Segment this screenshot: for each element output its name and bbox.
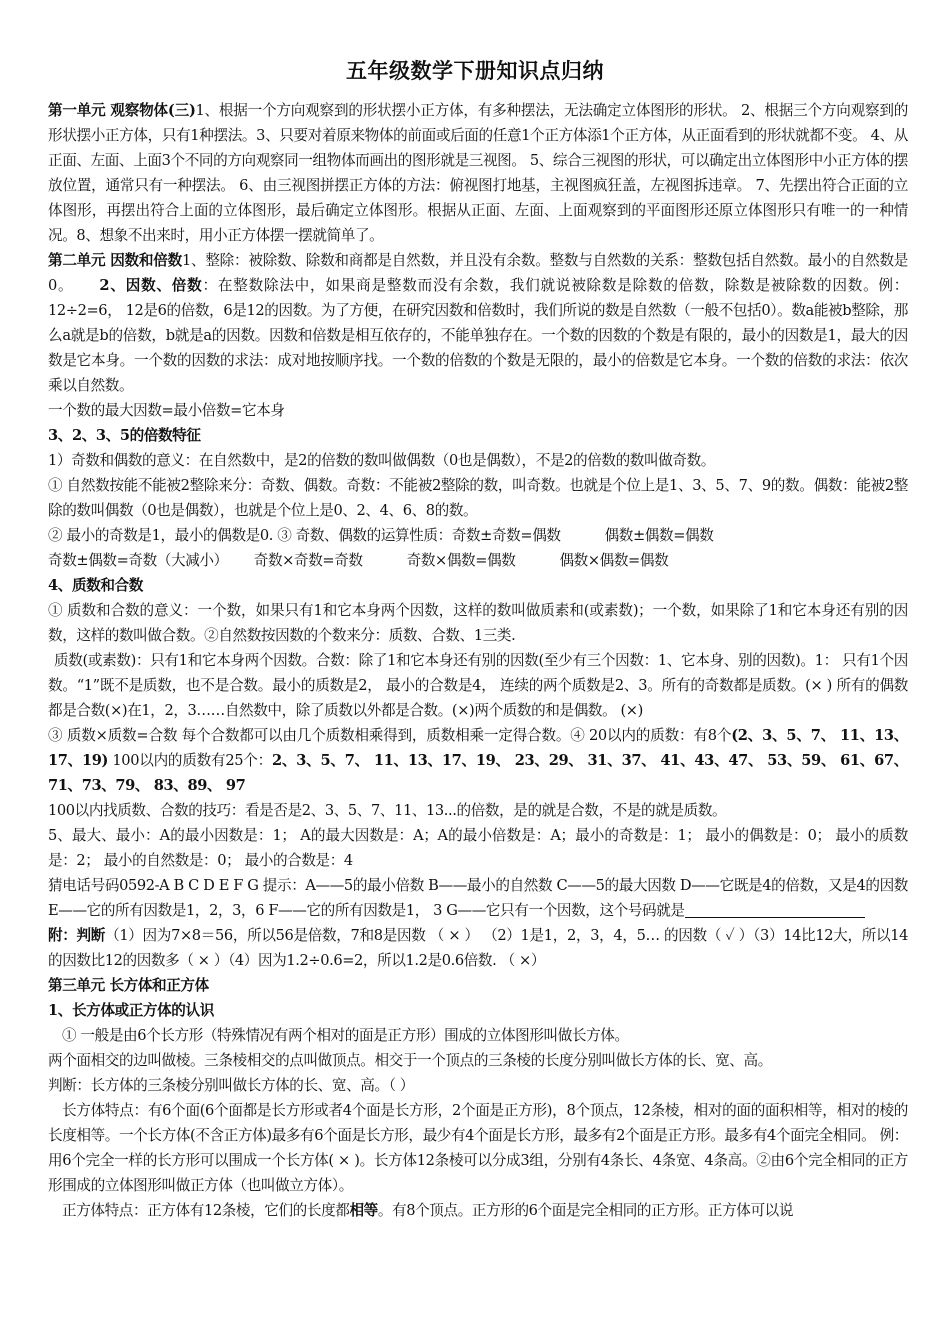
unit3-heading: 第三单元 长方体和正方体 [48, 977, 209, 994]
unit3-para-1: ① 一般是由6个长方形（特殊情况有两个相对的面是正方形）围成的立体图形叫做长方体。 [62, 1027, 629, 1044]
unit1-heading: 第一单元 观察物体(三) [48, 102, 196, 119]
section4-para-2: 质数(或素数)：只有1和它本身两个因数。合数：除了1和它本身还有别的因数(至少有三个因数：1、它本身、别的因数)。1： 只有1个因数。“1”既不是质数，也不是合数。最小的质数是2， 最小的合数是4， 连续的两个质数是2、3。所有的奇数都是质数。(× ) 所有的偶数都是合数(×)在1，2，3……自然数中，除了质数以外都是合数。(×)两个质数的和是偶数。 (×) [48, 652, 908, 719]
unit2-heading: 第二单元 因数和倍数 [48, 252, 182, 269]
phone-puzzle-text: 猜电话号码0592-A B C D E F G 提示：A——5的最小倍数 B——最小的自然数 C——5的最大因数 D——它既是4的倍数，又是4的因数 E——它的所有因数是1，2，3，6 F——它的所有因数是1， 3 G——它只有一个因数，这个号码就是 [48, 877, 908, 919]
unit3-para-5 [48, 1198, 908, 1223]
odd-even-rule-f: 偶数×偶数=偶数 [559, 552, 669, 569]
unit1-paragraph [48, 98, 908, 248]
section3-para-4 [48, 548, 908, 573]
judgement-paragraph [48, 923, 908, 973]
odd-even-rule-e: 奇数×偶数=偶数 [406, 552, 516, 569]
section4-heading: 4、质数和合数 [48, 577, 143, 594]
judgement-text: （1）因为7×8＝56，所以56是倍数，7和8是因数 （ × ） （2）1是1，2，3，4，5… 的因数（ ✓ ）（3）14比12大，所以14的因数比12的因数多（ × ）（4）因为1.2÷0.6=2，所以1.2是0.6倍数. （ ×） [48, 927, 909, 969]
unit2-summary-line: 一个数的最大因数=最小倍数=它本身 [48, 402, 285, 419]
odd-even-rule-d: 奇数×奇数=奇数 [253, 552, 363, 569]
unit3-subheading: 1、长方体或正方体的认识 [48, 1002, 214, 1019]
cube-text-a: 正方体特点：正方体有12条棱，它们的长度都 [62, 1202, 350, 1219]
document-body [48, 98, 908, 1223]
cube-text-bold: 相等 [349, 1202, 378, 1219]
section5-para-2 [48, 873, 908, 923]
section3-heading: 3、2、3、5的倍数特征 [48, 427, 201, 444]
section5-para-1: 5、最大、最小：A的最小因数是：1； A的最大因数是：A；A的最小倍数是：A；最小的奇数是：1； 最小的偶数是：0； 最小的质数是：2； 最小的自然数是：0； 最小的合数是：4 [48, 827, 908, 869]
cube-text-b: 。有8个顶点。正方形的6个面是完全相同的正方形。正方体可以说 [377, 1202, 794, 1219]
unit3-para-4: 长方体特点：有6个面(6个面都是长方形或者4个面是长方形，2个面是正方形)，8个顶点，12条棱，相对的面的面积相等，相对的棱的长度相等。一个长方体(不含正方体)最多有6个面是长方形，最少有4个面是长方形，最多有2个面是正方形。最多有4个面完全相同。 例：用6个完全一样的长方形可以围成一个长方体( × )。长方体12条棱可以分成3组，分别有4条长、4条宽、4条高。②由6个完全相同的正方形围成的立体图形叫做正方体（也叫做立方体）。 [48, 1102, 908, 1194]
unit2-text-2: ：在整数除法中，如果商是整数而没有余数，我们就说被除数是除数的倍数，除数是被除数的因数。例：12÷2=6， 12是6的倍数，6是12的因数。为了方便，在研究因数和倍数时，我们所说的数是自然数（一般不包括0）。数a能被b整除，那么a就是b的倍数，b就是a的因数。因数和倍数是相互依存的，不能单独存在。一个数的因数的个数是有限的，最小的因数是1，最大的因数是它本身。一个数的因数的求法：成对地按顺序找。一个数的倍数的个数是无限的，最小的倍数是它本身。一个数的倍数的求法：依次乘以自然数。 [48, 277, 908, 394]
unit3-para-3: 判断：长方体的三条棱分别叫做长方体的长、宽、高。（ ） [48, 1077, 414, 1094]
unit2-paragraph [48, 248, 908, 398]
section3-para-1: 1）奇数和偶数的意义：在自然数中，是2的倍数的数叫做偶数（0也是偶数），不是2的倍数的数叫做奇数。 [48, 452, 715, 469]
primes-text-a: ③ 质数×质数=合数 每个合数都可以由几个质数相乘得到，质数相乘一定得合数。④ 20以内的质数：有8个 [48, 727, 732, 744]
primes-under-20: (2、3、5、7、 11、13、17、19) [48, 727, 908, 769]
unit3-para-2: 两个面相交的边叫做棱。三条棱相交的点叫做顶点。相交于一个顶点的三条棱的长度分别叫做长方体的长、宽、高。 [48, 1052, 772, 1069]
section4-para-1: ① 质数和合数的意义：一个数，如果只有1和它本身两个因数，这样的数叫做质素和(或素数)；一个数，如果除了1和它本身还有别的因数，这样的数叫做合数。②自然数按因数的个数来分：质数、合数、1三类. [48, 602, 908, 644]
section4-para-3 [48, 723, 908, 798]
unit2-text-1: 1、整除：被除数、除数和商都是自然数，并且没有余数。整数与自然数的关系：整数包括自然数。最小的自然数是0。 [48, 252, 909, 294]
primes-under-100: 2、3、5、7、 11、13、17、19、 23、29、 31、37、 41、43、47、 53、59、 61、67、 71、73、79、 83、89、 97 [48, 752, 909, 794]
section3-para-2: ① 自然数按能不能被2整除来分：奇数、偶数。奇数：不能被2整除的数，叫奇数。也就是个位上是1、3、5、7、9的数。偶数：能被2整除的数叫偶数（0也是偶数），也就是个位上是0、2、4、6、8的数。 [48, 477, 908, 519]
unit1-text: 1、根据一个方向观察到的形状摆小正方体，有多种摆法，无法确定立体图形的形状。 2、根据三个方向观察到的形状摆小正方体，只有1种摆法。3、只要对着原来物体的前面或后面的任意1个正方体添1个正方体，从正面看到的形状就都不变。 4、从正面、左面、上面3个不同的方向观察同一组物体而画出的图形就是三视图。 5、综合三视图的形状，可以确定出立体图形中小正方体的摆放位置，通常只有一种摆法。 6、由三视图拼摆正方体的方法：俯视图打地基，主视图疯狂盖，左视图拆违章。 7、先摆出符合正面的立体图形，再摆出符合上面的立体图形，最后确定立体图形。根据从正面、左面、上面观察到的平面图形还原立体图形只有唯一的一种情况。8、想象不出来时，用小正方体摆一摆就简单了。 [48, 102, 908, 244]
judgement-label: 附：判断 [48, 927, 106, 944]
primes-text-b: 100以内的质数有25个： [108, 752, 272, 769]
answer-blank-line [685, 901, 865, 918]
odd-even-rule-b: 偶数±偶数=偶数 [604, 527, 714, 544]
section3-para-3 [48, 523, 908, 548]
odd-even-rule-a: ② 最小的奇数是1，最小的偶数是0. ③ 奇数、偶数的运算性质：奇数±奇数=偶数 [48, 527, 561, 544]
section4-para-4: 100以内找质数、合数的技巧：看是否是2、3、5、7、11、13...的倍数，是的就是合数，不是的就是质数。 [48, 802, 727, 819]
odd-even-rule-c: 奇数±偶数=奇数（大减小） [48, 552, 228, 569]
page-title: 五年级数学下册知识点归纳 [346, 58, 604, 83]
unit2-subheading: 2、因数、倍数 [99, 277, 203, 294]
